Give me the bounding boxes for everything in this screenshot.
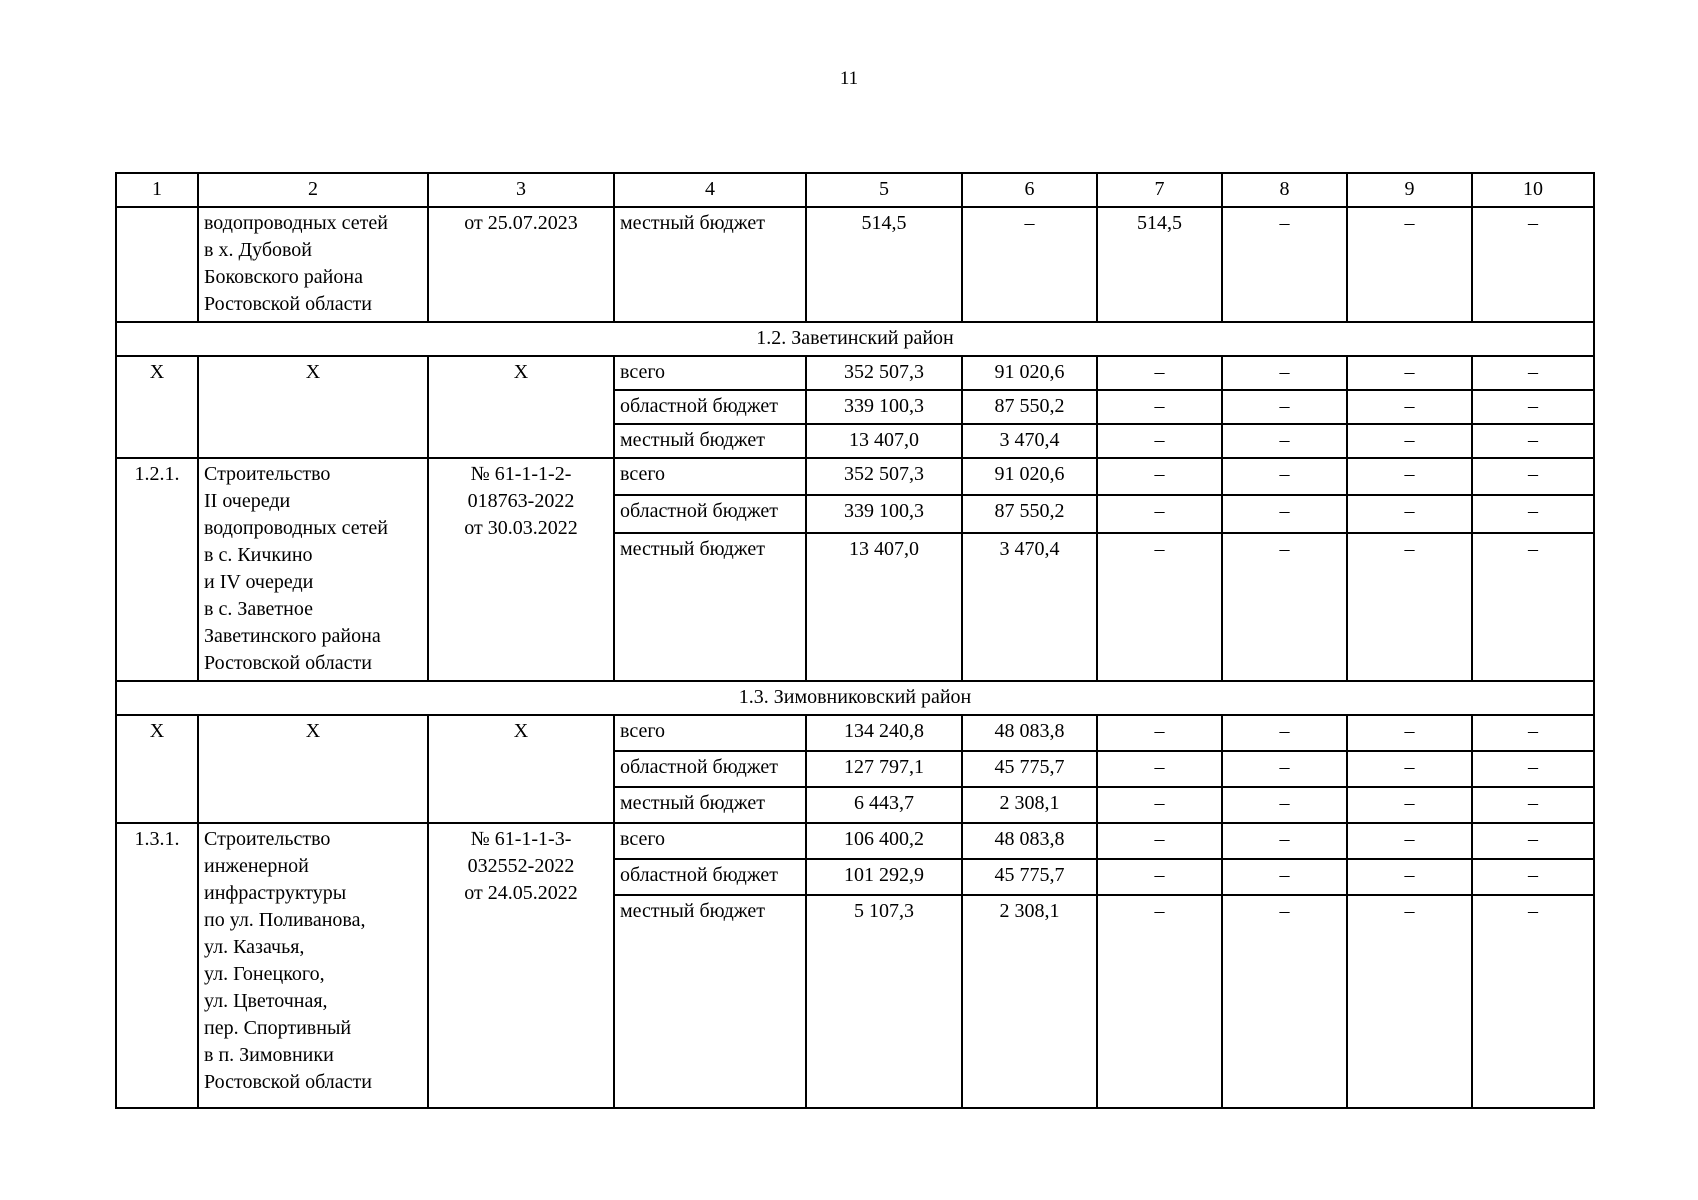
- dash-cell: –: [1097, 751, 1222, 787]
- dash-cell: –: [1222, 390, 1347, 424]
- funding-source-cell: всего: [614, 458, 806, 495]
- value-cell: 134 240,8: [806, 715, 962, 751]
- funding-source-cell: всего: [614, 356, 806, 390]
- value-cell: 2 308,1: [962, 895, 1097, 1108]
- funding-source-cell: местный бюджет: [614, 207, 806, 322]
- item-number-cell: [116, 207, 198, 322]
- document-cell: от 25.07.2023: [428, 207, 614, 322]
- value-cell: 106 400,2: [806, 823, 962, 859]
- value-cell: 514,5: [1097, 207, 1222, 322]
- value-cell: 45 775,7: [962, 859, 1097, 895]
- funding-source-cell: местный бюджет: [614, 424, 806, 458]
- table-row: [116, 207, 1594, 322]
- object-name-cell: Строительство II очереди водопроводных сетей в с. Кичкино и IV очереди в с. Заветное Заветинского района Ростовской области: [198, 458, 428, 681]
- mark-cell: Х: [198, 356, 428, 458]
- dash-cell: –: [1222, 895, 1347, 1108]
- dash-cell: –: [1097, 895, 1222, 1108]
- document-cell: № 61-1-1-3- 032552-2022 от 24.05.2022: [428, 823, 614, 1108]
- column-number: 3: [428, 173, 614, 207]
- value-cell: 13 407,0: [806, 424, 962, 458]
- value-cell: –: [1347, 207, 1472, 322]
- dash-cell: –: [1097, 823, 1222, 859]
- value-cell: 87 550,2: [962, 495, 1097, 532]
- dash-cell: –: [1097, 458, 1222, 495]
- column-number: 10: [1472, 173, 1594, 207]
- value-cell: 127 797,1: [806, 751, 962, 787]
- dash-cell: –: [1472, 715, 1594, 751]
- dash-cell: –: [1472, 458, 1594, 495]
- dash-cell: –: [1472, 390, 1594, 424]
- dash-cell: –: [1472, 823, 1594, 859]
- dash-cell: –: [1097, 495, 1222, 532]
- dash-cell: –: [1347, 895, 1472, 1108]
- funding-source-cell: областной бюджет: [614, 859, 806, 895]
- funding-source-cell: всего: [614, 715, 806, 751]
- table-row: [116, 823, 1594, 859]
- table-row: [116, 715, 1594, 751]
- value-cell: 91 020,6: [962, 458, 1097, 495]
- object-name-cell: водопроводных сетей в х. Дубовой Боковского района Ростовской области: [198, 207, 428, 322]
- dash-cell: –: [1097, 715, 1222, 751]
- table-row: [116, 356, 1594, 390]
- dash-cell: –: [1097, 390, 1222, 424]
- column-number: 9: [1347, 173, 1472, 207]
- dash-cell: –: [1097, 356, 1222, 390]
- dash-cell: –: [1347, 424, 1472, 458]
- value-cell: 91 020,6: [962, 356, 1097, 390]
- column-number: 4: [614, 173, 806, 207]
- value-cell: 87 550,2: [962, 390, 1097, 424]
- dash-cell: –: [1347, 356, 1472, 390]
- value-cell: 13 407,0: [806, 533, 962, 681]
- dash-cell: –: [1347, 823, 1472, 859]
- mark-cell: Х: [428, 715, 614, 823]
- item-number-cell: 1.2.1.: [116, 458, 198, 681]
- dash-cell: –: [1222, 787, 1347, 823]
- dash-cell: –: [1222, 458, 1347, 495]
- table-row: [116, 458, 1594, 495]
- dash-cell: –: [1347, 458, 1472, 495]
- dash-cell: –: [1347, 715, 1472, 751]
- value-cell: 352 507,3: [806, 356, 962, 390]
- dash-cell: –: [1222, 823, 1347, 859]
- dash-cell: –: [1222, 533, 1347, 681]
- mark-cell: Х: [428, 356, 614, 458]
- dash-cell: –: [1222, 859, 1347, 895]
- document-cell: № 61-1-1-2- 018763-2022 от 30.03.2022: [428, 458, 614, 681]
- dash-cell: –: [1097, 787, 1222, 823]
- value-cell: 48 083,8: [962, 823, 1097, 859]
- column-number: 2: [198, 173, 428, 207]
- column-number: 6: [962, 173, 1097, 207]
- dash-cell: –: [1097, 424, 1222, 458]
- value-cell: 2 308,1: [962, 787, 1097, 823]
- funding-source-cell: местный бюджет: [614, 787, 806, 823]
- section-row: [116, 322, 1594, 356]
- value-cell: 45 775,7: [962, 751, 1097, 787]
- dash-cell: –: [1472, 751, 1594, 787]
- funding-source-cell: областной бюджет: [614, 751, 806, 787]
- column-number: 1: [116, 173, 198, 207]
- dash-cell: –: [1347, 495, 1472, 532]
- dash-cell: –: [1472, 895, 1594, 1108]
- dash-cell: –: [1472, 533, 1594, 681]
- dash-cell: –: [1222, 495, 1347, 532]
- dash-cell: –: [1472, 424, 1594, 458]
- column-number: 8: [1222, 173, 1347, 207]
- section-title: 1.3. Зимовниковский район: [116, 681, 1594, 715]
- dash-cell: –: [1097, 859, 1222, 895]
- value-cell: 514,5: [806, 207, 962, 322]
- value-cell: 101 292,9: [806, 859, 962, 895]
- value-cell: –: [962, 207, 1097, 322]
- column-number: 5: [806, 173, 962, 207]
- dash-cell: –: [1347, 859, 1472, 895]
- section-title: 1.2. Заветинский район: [116, 322, 1594, 356]
- mark-cell: Х: [198, 715, 428, 823]
- dash-cell: –: [1472, 495, 1594, 532]
- column-number: 7: [1097, 173, 1222, 207]
- dash-cell: –: [1347, 751, 1472, 787]
- dash-cell: –: [1222, 751, 1347, 787]
- column-number-row: [116, 173, 1594, 207]
- item-number-cell: 1.3.1.: [116, 823, 198, 1108]
- funding-source-cell: областной бюджет: [614, 495, 806, 532]
- value-cell: –: [1222, 207, 1347, 322]
- value-cell: 339 100,3: [806, 495, 962, 532]
- mark-cell: Х: [116, 715, 198, 823]
- dash-cell: –: [1347, 533, 1472, 681]
- dash-cell: –: [1472, 859, 1594, 895]
- section-row: [116, 681, 1594, 715]
- value-cell: 3 470,4: [962, 424, 1097, 458]
- dash-cell: –: [1472, 787, 1594, 823]
- dash-cell: –: [1222, 424, 1347, 458]
- value-cell: 5 107,3: [806, 895, 962, 1108]
- budget-table: [115, 172, 1595, 1109]
- value-cell: 3 470,4: [962, 533, 1097, 681]
- funding-source-cell: местный бюджет: [614, 895, 806, 1108]
- page-number: 11: [839, 68, 859, 89]
- dash-cell: –: [1347, 787, 1472, 823]
- dash-cell: –: [1347, 390, 1472, 424]
- mark-cell: Х: [116, 356, 198, 458]
- object-name-cell: Строительство инженерной инфраструктуры по ул. Поливанова, ул. Казачья, ул. Гонецкого, ул. Цветочная, пер. Спортивный в п. Зимовники Ростовской области: [198, 823, 428, 1108]
- value-cell: 352 507,3: [806, 458, 962, 495]
- funding-source-cell: местный бюджет: [614, 533, 806, 681]
- funding-source-cell: всего: [614, 823, 806, 859]
- dash-cell: –: [1222, 715, 1347, 751]
- value-cell: 339 100,3: [806, 390, 962, 424]
- dash-cell: –: [1097, 533, 1222, 681]
- value-cell: 48 083,8: [962, 715, 1097, 751]
- value-cell: –: [1472, 207, 1594, 322]
- value-cell: 6 443,7: [806, 787, 962, 823]
- dash-cell: –: [1222, 356, 1347, 390]
- dash-cell: –: [1472, 356, 1594, 390]
- funding-source-cell: областной бюджет: [614, 390, 806, 424]
